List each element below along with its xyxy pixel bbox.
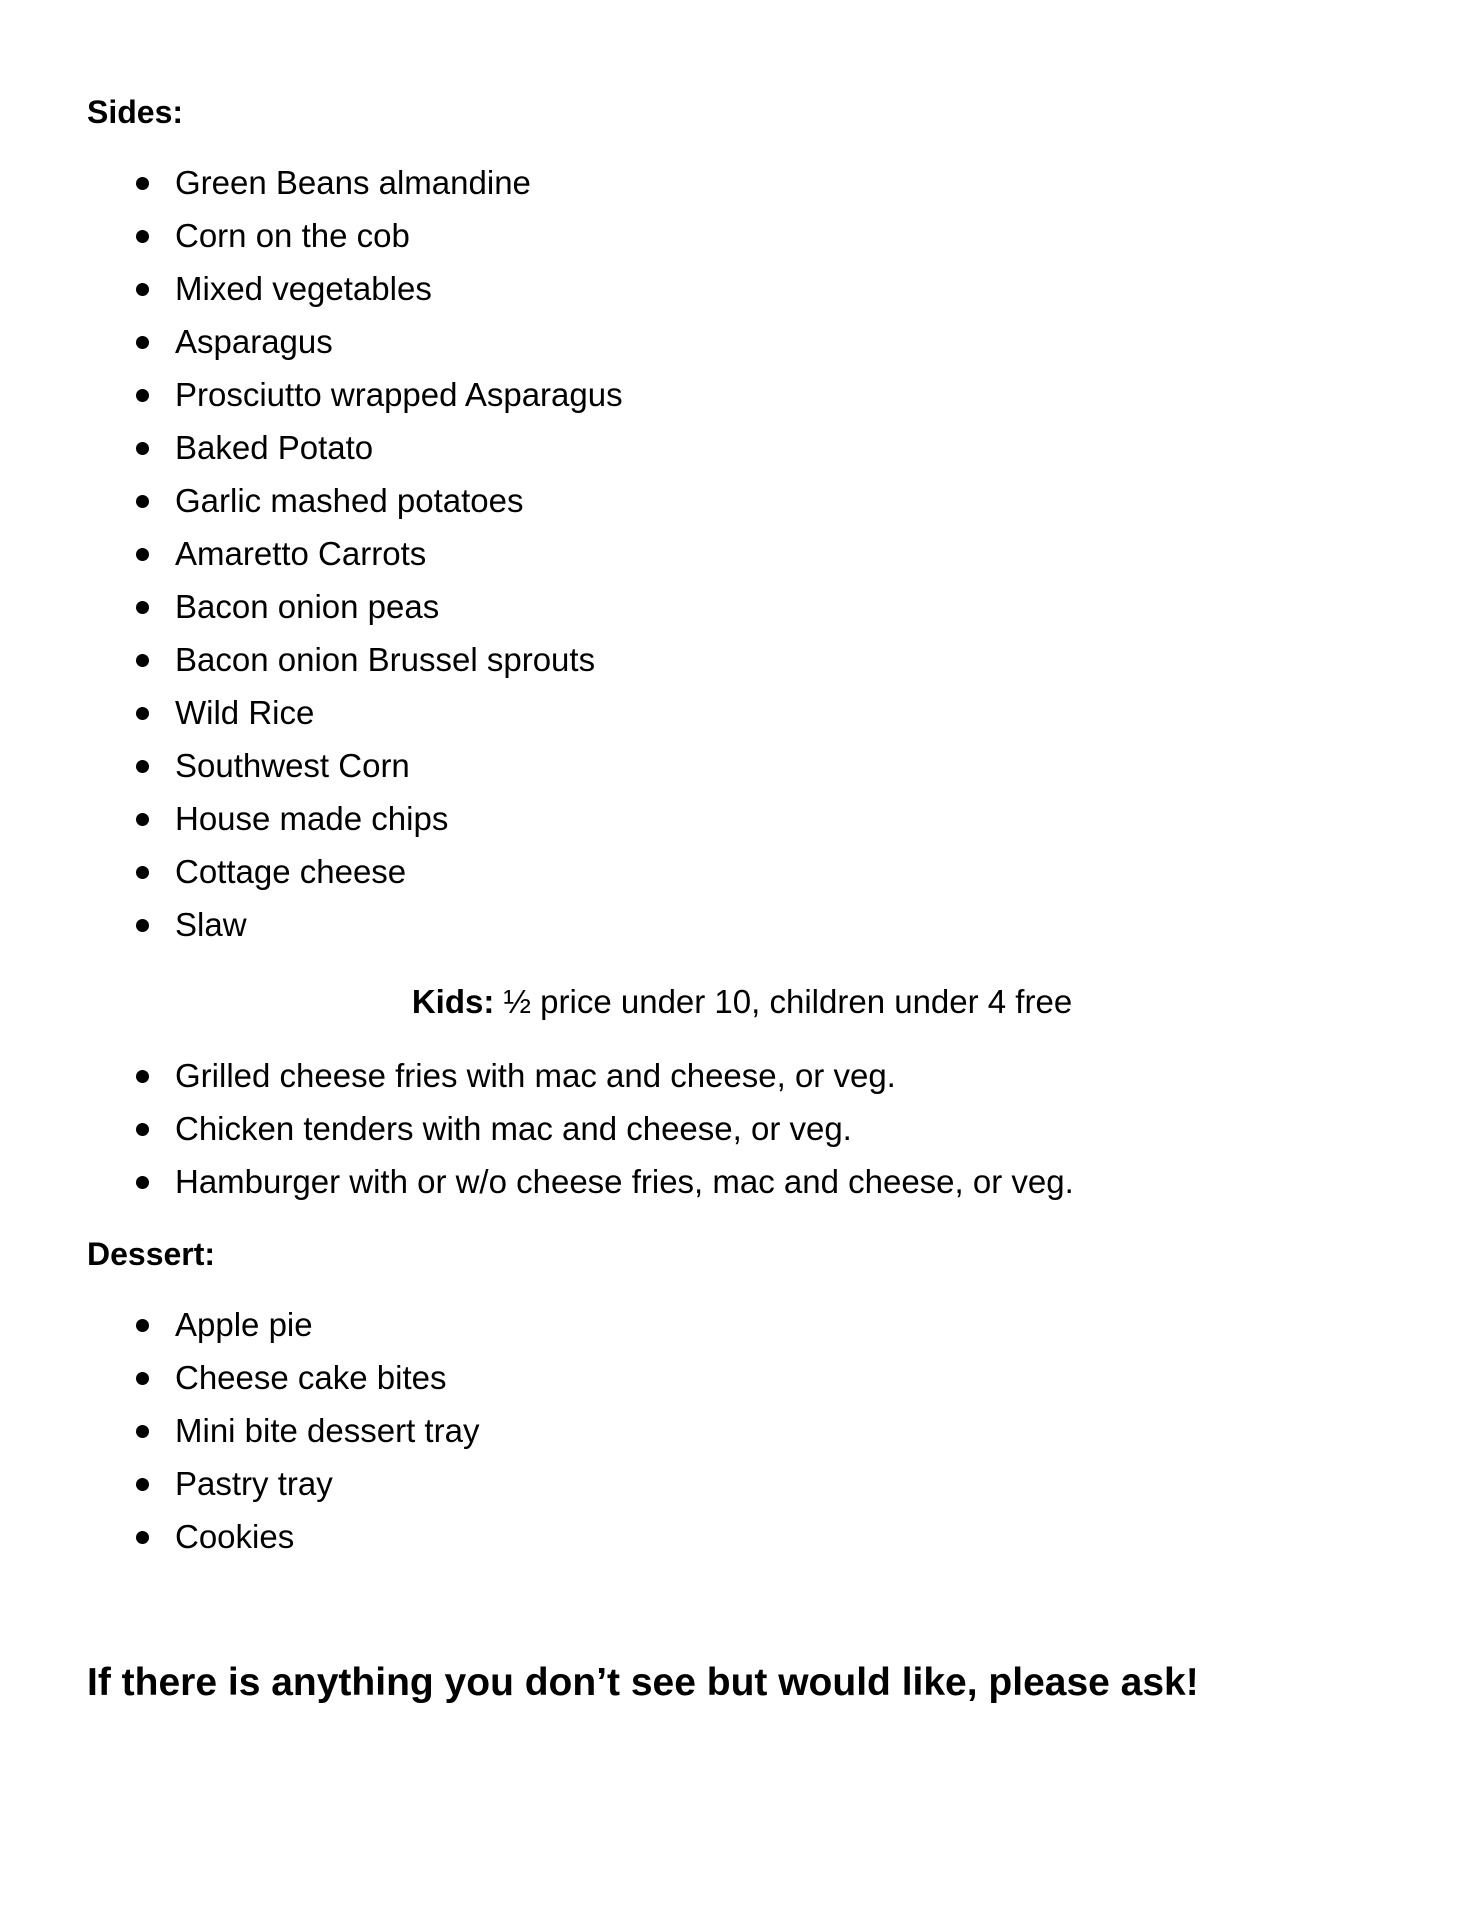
list-item-text: Bacon onion Brussel sprouts [175, 641, 596, 678]
list-item [0, 898, 623, 951]
list-item [0, 209, 623, 262]
list-item [0, 1457, 479, 1510]
bullet-icon [136, 919, 149, 932]
list-item-text: Baked Potato [175, 429, 374, 466]
list-item-text: Slaw [175, 906, 247, 943]
list-item-text: Hamburger with or w/o cheese fries, mac and cheese, or veg. [175, 1163, 1074, 1200]
bullet-icon [136, 654, 149, 667]
list-item [0, 1510, 479, 1563]
bullet-icon [136, 336, 149, 349]
list-item-text: Chicken tenders with mac and cheese, or veg. [175, 1110, 852, 1147]
bullet-icon [136, 1531, 149, 1544]
list-item-text: Green Beans almandine [175, 164, 531, 201]
list-item-text: House made chips [175, 800, 449, 837]
list-item [0, 1155, 1074, 1208]
bullet-icon [136, 601, 149, 614]
bullet-icon [136, 442, 149, 455]
list-item [0, 474, 623, 527]
list-item-text: Grilled cheese fries with mac and cheese, or veg. [175, 1057, 896, 1094]
list-item [0, 792, 623, 845]
list-item [0, 1049, 1074, 1102]
bullet-icon [136, 1123, 149, 1136]
list-item-text: Corn on the cob [175, 217, 410, 254]
list-item-text: Cheese cake bites [175, 1359, 447, 1396]
sides-heading: Sides: [87, 94, 184, 130]
dessert-list [0, 1298, 479, 1563]
list-item [0, 156, 623, 209]
bullet-icon [136, 1478, 149, 1491]
sides-list [0, 156, 623, 951]
list-item-text: Asparagus [175, 323, 333, 360]
dessert-heading: Dessert: [87, 1236, 216, 1272]
list-item-text: Wild Rice [175, 694, 315, 731]
list-item-text: Amaretto Carrots [175, 535, 427, 572]
bullet-icon [136, 1425, 149, 1438]
list-item [0, 315, 623, 368]
list-item [0, 1404, 479, 1457]
bullet-icon [136, 283, 149, 296]
kids-list [0, 1049, 1074, 1208]
list-item [0, 580, 623, 633]
bullet-icon [136, 866, 149, 879]
list-item-text: Apple pie [175, 1306, 313, 1343]
bullet-icon [136, 495, 149, 508]
list-item [0, 262, 623, 315]
kids-note-text: ½ price under 10, children under 4 free [494, 983, 1073, 1020]
list-item-text: Mini bite dessert tray [175, 1412, 480, 1449]
kids-note-line [412, 980, 1072, 1024]
list-item [0, 421, 623, 474]
bullet-icon [136, 548, 149, 561]
list-item-text: Prosciutto wrapped Asparagus [175, 376, 623, 413]
list-item [0, 845, 623, 898]
bullet-icon [136, 1372, 149, 1385]
bullet-icon [136, 1319, 149, 1332]
bullet-icon [136, 707, 149, 720]
bullet-icon [136, 1070, 149, 1083]
list-item [0, 1298, 479, 1351]
list-item-text: Cottage cheese [175, 853, 407, 890]
list-item [0, 686, 623, 739]
list-item-text: Bacon onion peas [175, 588, 440, 625]
kids-note [0, 980, 1484, 1024]
list-item [0, 633, 623, 686]
bullet-icon [136, 813, 149, 826]
closing-message: If there is anything you don’t see but would like, please ask! [87, 1661, 1199, 1704]
list-item-text: Cookies [175, 1518, 295, 1555]
list-item-text: Pastry tray [175, 1465, 333, 1502]
list-item [0, 1102, 1074, 1155]
bullet-icon [136, 760, 149, 773]
bullet-icon [136, 230, 149, 243]
list-item-text: Garlic mashed potatoes [175, 482, 524, 519]
list-item-text: Southwest Corn [175, 747, 410, 784]
bullet-icon [136, 1176, 149, 1189]
list-item [0, 368, 623, 421]
list-item [0, 1351, 479, 1404]
list-item [0, 739, 623, 792]
bullet-icon [136, 177, 149, 190]
list-item [0, 527, 623, 580]
kids-label: Kids: [411, 983, 495, 1020]
list-item-text: Mixed vegetables [175, 270, 432, 307]
bullet-icon [136, 389, 149, 402]
